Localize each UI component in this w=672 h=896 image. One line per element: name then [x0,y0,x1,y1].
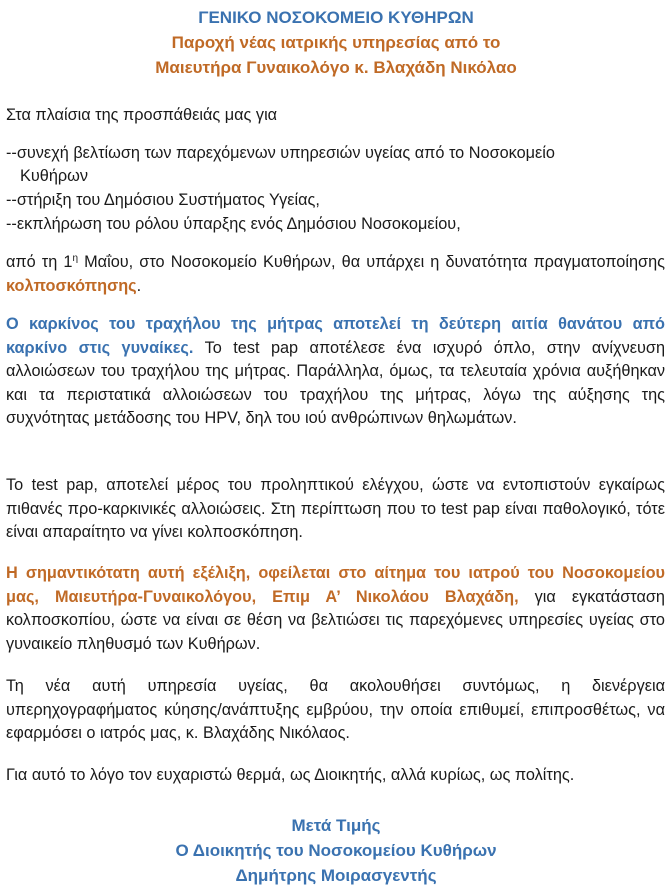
p4-highlight: Η σημαντικότατη αυτή εξέλιξη, οφείλεται στο αίτημα του ιατρού του Νοσοκομείου μας, Μαιευτήρα-Γυναικολόγου, Επιμ Α’ Νικολάου Βλαχάδη, [6,564,665,606]
bullet-1-line-2: Κυθήρων [20,167,88,185]
paragraph-5: Τη νέα αυτή υπηρεσία υγείας, θα ακολουθήσει συντόμως, η διενέργεια υπερηχογραφήματος κύησης/ανάπτυξης εμβρύου, την οποία επιθυμεί, επιπροσθέτως, να εφαρμόσει ο ιατρός μας, κ. Βλαχάδης Νικόλαος. [6,677,665,742]
p1-mid: Μαΐου, στο Νοσοκομείο Κυθήρων, θα υπάρχει η δυνατότητα πραγματοποίησης [78,253,665,271]
bullet-2: --στήριξη του Δημόσιου Συστήματος Υγείας, [6,191,320,209]
p1-highlight: κολποσκόπησης [6,276,137,295]
signature-name: Δημήτρης Μοιρασγεντής [235,866,437,885]
signature-closing: Μετά Τιμής [291,816,381,835]
subtitle-line-1: Παροχή νέας ιατρικής υπηρεσίας από το [171,33,501,52]
bullet-3: --εκπλήρωση του ρόλου ύπαρξης ενός Δημόσιου Νοσοκομείου, [6,215,461,233]
bullet-1-line-1: --συνεχή βελτίωση των παρεχόμενων υπηρεσιών υγείας από το Νοσοκομείο [6,144,555,162]
paragraph-2 [6,313,665,431]
paragraph-1 [6,251,665,298]
paragraph-6: Για αυτό το λόγο τον ευχαριστώ θερμά, ως Διοικητής, αλλά κυρίως, ως πολίτης. [6,766,575,784]
paragraph-4 [6,562,665,656]
p2-rest: Το test pap αποτέλεσε ένα ισχυρό όπλο, στην ανίχνευση αλλοιώσεων του τραχήλου της μήτρας. Παράλληλα, όμως, τα τελευταία χρόνια αυξήθηκαν και τα περιστατικά αλλοιώσεων του τραχήλου της μήτρας, λόγω της αύξησης της συχνότητας μετάδοσης του HPV, δηλ του ιού ανθρώπινων θηλωμάτων. [6,338,665,427]
paragraph-3: Το test pap, αποτελεί μέρος του προληπτικού ελέγχου, ώστε να εντοπιστούν εγκαίρως πιθανές προ-καρκινικές αλλοιώσεις. Στη περίπτωση που το test pap είναι παθολογικό, τότε είναι απαραίτητο να γίνει κολποσκόπηση. [6,476,665,541]
signature-title: Ο Διοικητής του Νοσοκομείου Κυθήρων [175,841,497,860]
p1-pre: από τη 1 [6,253,73,271]
p4-rest: για εγκατάσταση κολποσκοπίου, ώστε να είναι σε θέση να βελτιώσει τις παρεχόμενες υπηρεσίες υγείας στο γυναικείο πληθυσμό των Κυθήρων. [6,587,665,653]
hospital-title: ΓΕΝΙΚΟ ΝΟΣΟΚΟΜΕΙΟ ΚΥΘΗΡΩΝ [198,8,474,27]
p2-highlight: Ο καρκίνος του τραχήλου της μήτρας αποτελεί τη δεύτερη αιτία θανάτου από καρκίνο στις γυναίκες. [6,315,665,357]
intro-text: Στα πλαίσια της προσπάθειάς μας για [6,106,278,124]
p1-post: . [136,276,142,295]
p1-superscript: η [72,253,79,264]
subtitle-line-2: Μαιευτήρα Γυναικολόγο κ. Βλαχάδη Νικόλαο [155,58,517,77]
